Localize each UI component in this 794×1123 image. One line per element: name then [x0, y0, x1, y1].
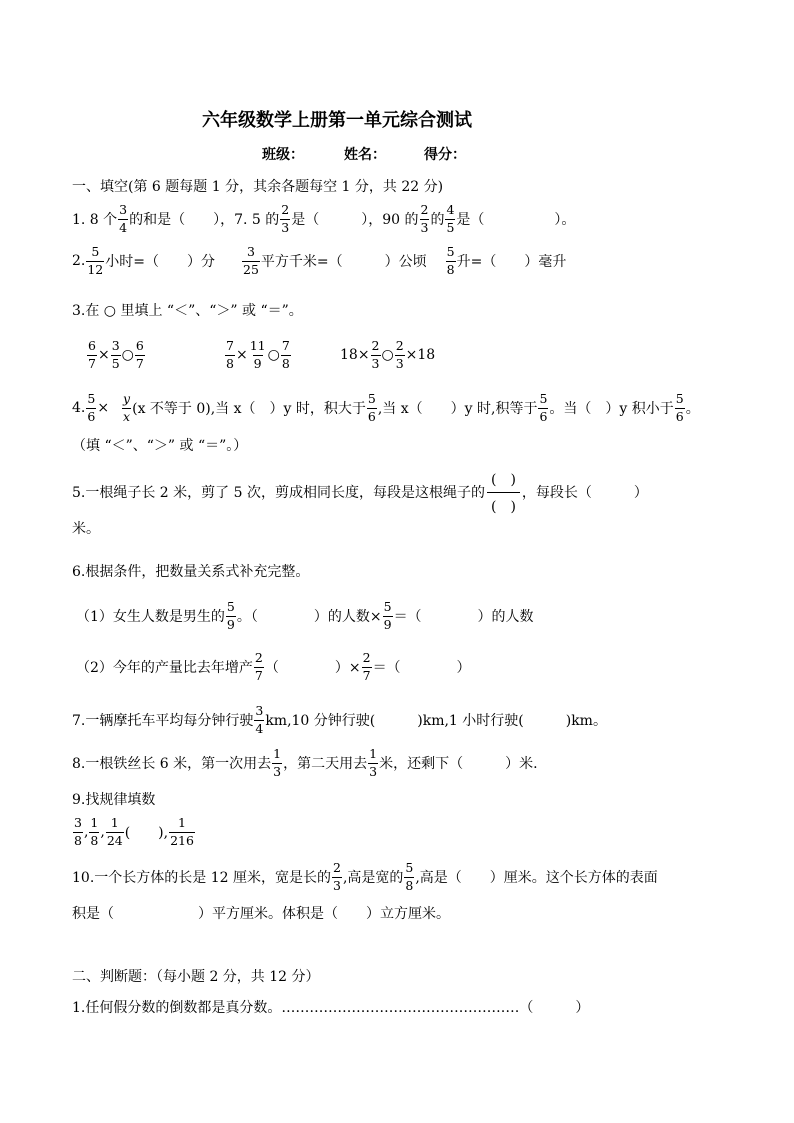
fraction — [445, 204, 455, 234]
fraction-denominator: 8 — [446, 261, 455, 277]
page-title: 六年级数学上册第一单元综合测试 — [202, 110, 472, 131]
fraction-numerator: 1 — [90, 815, 99, 830]
fraction-denominator: x — [123, 408, 131, 424]
q-text: km,10 分钟行驶( )km,1 小时行驶( )km。 — [265, 713, 607, 729]
fraction-numerator: y — [123, 391, 131, 406]
score-label: 得分： — [424, 147, 466, 163]
fraction-numerator: 2 — [332, 860, 341, 875]
fraction-numerator: 2 — [254, 650, 263, 665]
compare-circle[interactable]: ○ — [267, 347, 280, 363]
fraction — [538, 393, 548, 423]
fraction — [226, 601, 236, 631]
fraction-numerator: ( ) — [490, 471, 516, 488]
fraction-denominator: 4 — [119, 219, 128, 235]
q-text: 7.一辆摩托车平均每分钟行驶 — [72, 713, 254, 729]
fraction-numerator: 5 — [446, 244, 455, 259]
q-text: ( ), — [124, 825, 169, 841]
fraction-numerator: 5 — [87, 391, 96, 406]
q-text: （1）女生人数是男生的 — [76, 609, 225, 625]
q-text: 4. — [72, 400, 86, 416]
fraction — [106, 817, 124, 847]
fraction-denominator: 6 — [539, 408, 548, 424]
q-text: × — [235, 347, 248, 363]
question-1-6-part-1 — [76, 596, 534, 636]
fraction-numerator: 1 — [178, 815, 186, 830]
fraction — [371, 340, 381, 370]
question-1-6-part-2 — [76, 647, 471, 687]
question-1-3: 3.在 ○ 里填上 “＜”、“＞” 或 “＝”。 — [72, 303, 303, 319]
fraction — [254, 652, 264, 682]
q-text: 的 — [430, 212, 445, 228]
q-text: 升=（ ）毫升 — [456, 254, 567, 270]
q-text: ，第二天用去 — [283, 756, 368, 772]
fraction-denominator: 8 — [281, 355, 290, 371]
question-1-9-sequence — [72, 812, 196, 852]
q-text: ,高是宽的 — [342, 870, 404, 886]
fraction-denominator: 8 — [226, 355, 234, 371]
fraction-numerator: 7 — [226, 338, 234, 353]
question-1-7 — [72, 700, 607, 740]
fraction-numerator: 5 — [91, 244, 100, 259]
fraction-denominator: 9 — [253, 355, 262, 371]
question-1-4 — [72, 388, 700, 428]
fraction-numerator: 5 — [383, 599, 392, 614]
fraction — [249, 340, 267, 370]
fraction — [404, 862, 414, 892]
fraction-denominator: 12 — [87, 261, 104, 277]
name-label: 姓名： — [344, 147, 386, 163]
fraction-denominator: 6 — [87, 408, 96, 424]
fraction — [446, 246, 456, 276]
fraction — [122, 393, 131, 423]
fraction-denominator: 3 — [371, 355, 380, 371]
fraction-numerator: 3 — [111, 338, 120, 353]
q-text: ＝（ ）的人数 — [393, 609, 534, 625]
compare-row-3 — [340, 335, 435, 375]
fraction-denominator: 6 — [675, 408, 684, 424]
fraction-numerator: 3 — [119, 202, 128, 217]
fraction — [675, 393, 685, 423]
fraction — [242, 246, 260, 276]
class-label: 班级： — [262, 147, 304, 163]
q-text: 是（ ）。 — [456, 212, 576, 228]
fraction-numerator: 6 — [88, 338, 96, 353]
fraction-numerator: 3 — [246, 244, 255, 259]
compare-row-2 — [224, 335, 292, 375]
fraction-denominator: 8 — [90, 832, 99, 848]
fraction-denominator: 7 — [254, 667, 263, 683]
q-text: 平方千米=（ ）公顷 — [260, 254, 427, 270]
fraction-denominator: 3 — [420, 219, 429, 235]
q-text: ,当 x（ ）y 时,积等于 — [377, 401, 538, 417]
fraction — [86, 393, 96, 423]
q-text: × — [97, 347, 110, 363]
fraction-denominator: 24 — [106, 832, 123, 848]
fraction — [383, 601, 393, 631]
fraction-numerator: 5 — [226, 599, 235, 614]
fraction-denominator: 25 — [243, 261, 259, 277]
section-2-heading: 二、判断题：（每小题 2 分，共 12 分） — [72, 969, 320, 985]
q-text: ，每段长（ ） — [521, 485, 648, 501]
fraction — [111, 340, 121, 370]
q-text: 10.一个长方体的长是 12 厘米，宽是长的 — [72, 870, 331, 886]
question-1-1 — [72, 199, 575, 239]
fraction-numerator: 5 — [539, 391, 548, 406]
fraction-numerator: 3 — [255, 703, 264, 718]
q-text: 米，还剩下（ ）米. — [379, 756, 538, 772]
question-1-5-cont: 米。 — [72, 521, 100, 537]
question-1-8 — [72, 743, 538, 783]
fraction — [225, 340, 235, 370]
fraction-denominator: 7 — [362, 667, 371, 683]
question-1-6: 6.根据条件，把数量关系式补充完整。 — [72, 564, 310, 580]
fraction — [272, 748, 282, 778]
fraction-numerator: 2 — [395, 338, 404, 353]
q-text: 。当（ ）y 积小于 — [549, 401, 674, 417]
question-1-10-cont: 积是（ ）平方厘米。体积是（ ）立方厘米。 — [72, 906, 450, 922]
fraction-denominator: 4 — [255, 720, 264, 736]
q-text: ,高是（ ）厘米。这个长方体的表面 — [415, 870, 658, 886]
compare-row-1 — [86, 335, 146, 375]
fraction — [87, 340, 97, 370]
fraction — [118, 204, 128, 234]
fraction-numerator: 2 — [362, 650, 371, 665]
fraction — [420, 204, 430, 234]
fraction-denominator: 7 — [135, 355, 144, 371]
fraction-numerator: 5 — [675, 391, 684, 406]
q-text: 2. — [72, 253, 86, 269]
fraction-numerator: 2 — [371, 338, 380, 353]
q-text: , — [100, 824, 105, 840]
fraction-numerator: 7 — [281, 338, 290, 353]
q-text: （2）今年的产量比去年增产 — [76, 660, 253, 676]
fraction — [332, 862, 342, 892]
fraction-denominator: 6 — [367, 408, 376, 424]
q-text: 是（ ），90 的 — [291, 212, 419, 228]
compare-circle[interactable]: ○ — [121, 347, 134, 363]
fraction-numerator: 5 — [405, 860, 414, 875]
fraction — [86, 246, 104, 276]
fraction — [368, 748, 378, 778]
question-1-5 — [72, 471, 648, 515]
compare-circle[interactable]: ○ — [381, 347, 394, 363]
question-1-2 — [72, 241, 566, 281]
fraction — [73, 817, 83, 847]
fraction-denominator: 3 — [273, 763, 282, 779]
section-1-heading: 一、填空(第 6 题每题 1 分，其余各题每空 1 分，共 22 分) — [72, 179, 444, 195]
fraction — [281, 340, 291, 370]
q-text: （ ）× — [264, 660, 361, 676]
fraction-numerator: 2 — [281, 202, 290, 217]
q-text: 1. 8 个 — [72, 212, 118, 228]
q-text: (x 不等于 0),当 x（ ）y 时，积大于 — [132, 401, 366, 417]
fraction-numerator: 2 — [420, 202, 429, 217]
fraction — [135, 340, 145, 370]
fraction-denominator: 3 — [369, 763, 378, 779]
fraction-denominator: 216 — [170, 832, 194, 848]
fraction-denominator: 3 — [281, 219, 290, 235]
fraction — [89, 817, 99, 847]
fraction — [395, 340, 405, 370]
q-text: 的和是（ ），7. 5 的 — [129, 212, 280, 228]
fraction-denominator: 5 — [446, 219, 455, 235]
fraction-denominator: 7 — [88, 355, 96, 371]
fraction — [169, 817, 195, 847]
fraction-numerator: 3 — [74, 815, 82, 830]
fraction-denominator: 9 — [226, 616, 235, 632]
fraction-numerator: 4 — [446, 202, 455, 217]
fraction-denominator: 5 — [111, 355, 120, 371]
fraction-denominator: 9 — [383, 616, 392, 632]
fraction-denominator: 3 — [395, 355, 404, 371]
question-1-4-note: （填 “＜”、“＞” 或 “＝”。） — [72, 438, 248, 454]
q-text: 5.一根绳子长 2 米，剪了 5 次，剪成相同长度，每段是这根绳子的 — [72, 485, 485, 501]
fraction — [254, 705, 264, 735]
fraction — [362, 652, 372, 682]
fraction-denominator: 8 — [74, 832, 82, 848]
fraction-numerator: 1 — [110, 815, 119, 830]
fraction-denominator: ( ) — [487, 492, 520, 516]
fraction-numerator: 11 — [249, 338, 266, 353]
fraction-numerator: 1 — [369, 746, 378, 761]
fraction-denominator: 3 — [332, 877, 341, 893]
q-text: 。（ ）的人数× — [236, 609, 382, 625]
fraction-numerator: 6 — [135, 338, 144, 353]
q-text: ×18 — [405, 347, 436, 363]
q-text: ＝（ ） — [372, 660, 471, 676]
q-text: , — [83, 824, 89, 840]
q-text: 。 — [685, 401, 700, 417]
fraction-denominator: 8 — [405, 877, 414, 893]
q-text: × — [97, 400, 110, 416]
judge-question-1: 1.任何假分数的倒数都是真分数。……………………………………………（ ） — [72, 1000, 590, 1016]
fraction-numerator: 1 — [273, 746, 282, 761]
fraction — [487, 469, 520, 516]
q-text: 8.一根铁丝长 6 米，第一次用去 — [72, 756, 272, 772]
question-1-9: 9.找规律填数 — [72, 792, 156, 808]
fraction — [280, 204, 290, 234]
q-text: 18× — [340, 347, 370, 363]
fraction — [367, 393, 377, 423]
question-1-10 — [72, 857, 658, 897]
fraction-numerator: 5 — [367, 391, 376, 406]
q-text: 小时=（ ）分 — [105, 254, 215, 270]
